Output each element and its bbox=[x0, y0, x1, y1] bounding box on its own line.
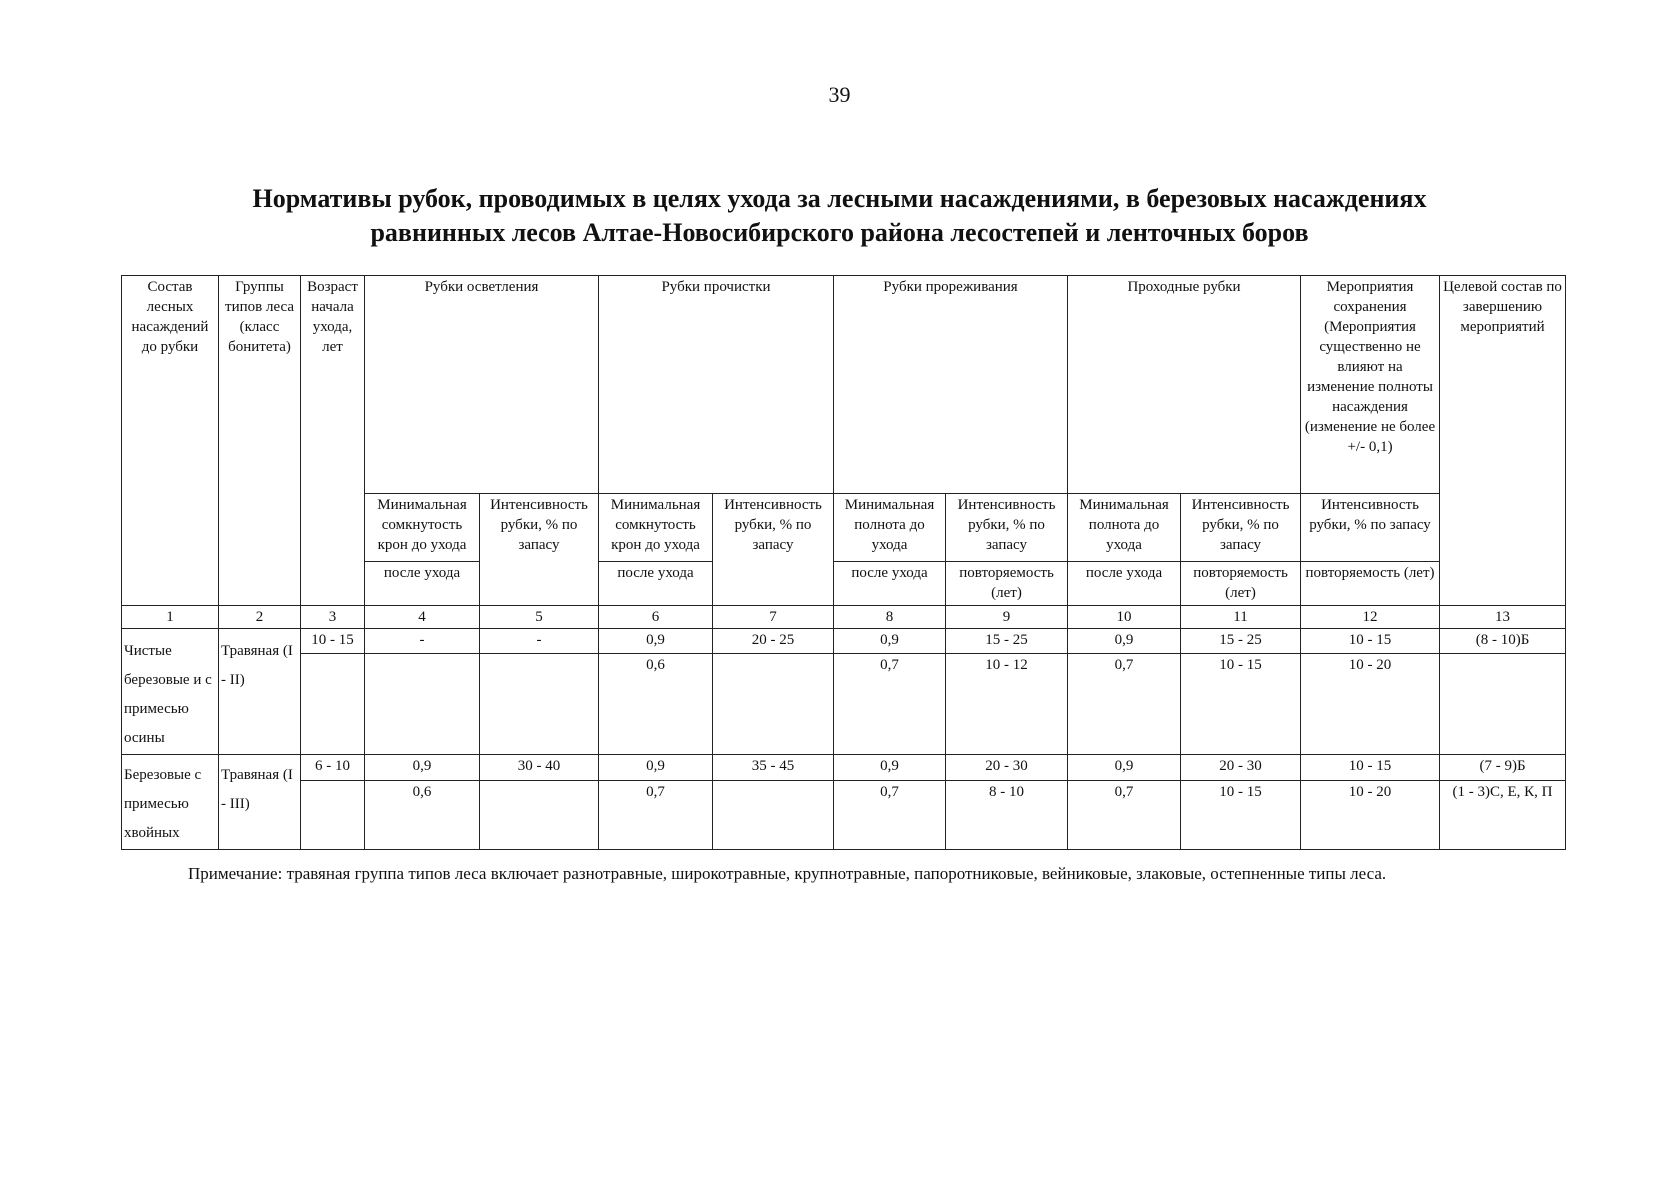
table-cell: 8 - 10 bbox=[946, 781, 1068, 850]
column-number: 13 bbox=[1440, 606, 1566, 629]
sub-c12-top: Интенсивность рубки, % по запасу bbox=[1301, 494, 1440, 562]
table-cell: 0,9 bbox=[599, 755, 713, 781]
sub-c4-bottom: после ухода bbox=[365, 562, 480, 606]
column-number: 2 bbox=[219, 606, 301, 629]
table-cell: 10 - 20 bbox=[1301, 653, 1440, 754]
norms-table bbox=[121, 275, 1566, 850]
table-cell: 10 - 15 bbox=[1301, 629, 1440, 654]
table-cell: 20 - 25 bbox=[713, 629, 834, 654]
table-cell bbox=[301, 781, 365, 850]
row-age: 6 - 10 bbox=[301, 755, 365, 781]
header-row-main bbox=[122, 276, 1566, 494]
sub-c4-top: Минимальная сомкнутость крон до ухода bbox=[365, 494, 480, 562]
row-composition: Чистые березовые и с примесью осины bbox=[122, 629, 219, 755]
table-cell: (7 - 9)Б bbox=[1440, 755, 1566, 781]
column-number: 4 bbox=[365, 606, 480, 629]
table-cell: 0,9 bbox=[834, 629, 946, 654]
title-line-2: равнинных лесов Алтае-Новосибирского района лесостепей и ленточных боров bbox=[370, 218, 1309, 247]
header-start-age: Возраст начала ухода, лет bbox=[301, 276, 365, 606]
column-number: 11 bbox=[1181, 606, 1301, 629]
row-age: 10 - 15 bbox=[301, 629, 365, 654]
footnote: Примечание: травяная группа типов леса включает разнотравные, широкотравные, крупнотравные, папоротниковые, вейниковые, злаковые, остепненные типы леса. bbox=[188, 864, 1387, 883]
column-number-row bbox=[122, 606, 1566, 629]
row-forest-group: Травяная (I - II) bbox=[219, 629, 301, 755]
table-cell bbox=[480, 653, 599, 754]
table-cell: 0,7 bbox=[1068, 781, 1181, 850]
column-number: 3 bbox=[301, 606, 365, 629]
table-row bbox=[122, 781, 1566, 850]
table-cell bbox=[301, 653, 365, 754]
table-cell: 10 - 12 bbox=[946, 653, 1068, 754]
table-cell: 0,9 bbox=[1068, 755, 1181, 781]
table-row bbox=[122, 653, 1566, 754]
table-cell: 30 - 40 bbox=[480, 755, 599, 781]
table-cell: 0,6 bbox=[365, 781, 480, 850]
sub-c10-bottom: после ухода bbox=[1068, 562, 1181, 606]
table-cell bbox=[713, 653, 834, 754]
table-cell: 0,7 bbox=[834, 781, 946, 850]
sub-c6-bottom: после ухода bbox=[599, 562, 713, 606]
column-number: 7 bbox=[713, 606, 834, 629]
table-cell bbox=[365, 653, 480, 754]
table-cell: 10 - 15 bbox=[1181, 653, 1301, 754]
sub-c8-top: Минимальная полнота до ухода bbox=[834, 494, 946, 562]
header-target-composition: Целевой состав по завершению мероприятий bbox=[1440, 276, 1566, 606]
table-cell: 0,7 bbox=[834, 653, 946, 754]
header-composition: Состав лесных насаждений до рубки bbox=[122, 276, 219, 606]
sub-c8-bottom: после ухода bbox=[834, 562, 946, 606]
sub-c11-top: Интенсивность рубки, % по запасу bbox=[1181, 494, 1301, 562]
table-cell: 20 - 30 bbox=[1181, 755, 1301, 781]
table-cell: 10 - 20 bbox=[1301, 781, 1440, 850]
sub-c11-bottom: повторяемость (лет) bbox=[1181, 562, 1301, 606]
page-number: 39 bbox=[828, 82, 851, 107]
column-number: 12 bbox=[1301, 606, 1440, 629]
table-cell: - bbox=[480, 629, 599, 654]
table-cell bbox=[713, 781, 834, 850]
sub-c5: Интенсивность рубки, % по запасу bbox=[480, 494, 599, 606]
table-cell: 20 - 30 bbox=[946, 755, 1068, 781]
sub-c7: Интенсивность рубки, % по запасу bbox=[713, 494, 834, 606]
table-row bbox=[122, 755, 1566, 781]
table-cell: 0,9 bbox=[834, 755, 946, 781]
table-cell: (8 - 10)Б bbox=[1440, 629, 1566, 654]
header-group-prochistka: Рубки прочистки bbox=[599, 276, 834, 494]
sub-c10-top: Минимальная полнота до ухода bbox=[1068, 494, 1181, 562]
table-cell: 10 - 15 bbox=[1301, 755, 1440, 781]
table-cell bbox=[480, 781, 599, 850]
column-number: 6 bbox=[599, 606, 713, 629]
column-number: 8 bbox=[834, 606, 946, 629]
header-conservation: Мероприятия сохранения (Мероприятия существенно не влияют на изменение полноты насаждения (изменение не более +/- 0,1) bbox=[1301, 276, 1440, 494]
table-cell: (1 - 3)С, Е, К, П bbox=[1440, 781, 1566, 850]
sub-c9-bottom: повторяемость (лет) bbox=[946, 562, 1068, 606]
sub-c9-top: Интенсивность рубки, % по запасу bbox=[946, 494, 1068, 562]
table-cell: - bbox=[365, 629, 480, 654]
table-cell: 10 - 15 bbox=[1181, 781, 1301, 850]
table-row bbox=[122, 629, 1566, 654]
header-group-osvetlenie: Рубки осветления bbox=[365, 276, 599, 494]
title-line-1: Нормативы рубок, проводимых в целях ухода за лесными насаждениями, в березовых насаждениях bbox=[252, 184, 1427, 213]
table-cell bbox=[1440, 653, 1566, 754]
header-forest-group: Группы типов леса (класс бонитета) bbox=[219, 276, 301, 606]
column-number: 9 bbox=[946, 606, 1068, 629]
table-cell: 0,9 bbox=[365, 755, 480, 781]
table-cell: 0,7 bbox=[1068, 653, 1181, 754]
table-cell: 35 - 45 bbox=[713, 755, 834, 781]
table-cell: 15 - 25 bbox=[946, 629, 1068, 654]
table-cell: 0,9 bbox=[599, 629, 713, 654]
sub-c12-bottom: повторяемость (лет) bbox=[1301, 562, 1440, 606]
column-number: 5 bbox=[480, 606, 599, 629]
column-number: 10 bbox=[1068, 606, 1181, 629]
table-cell: 0,6 bbox=[599, 653, 713, 754]
table-cell: 15 - 25 bbox=[1181, 629, 1301, 654]
row-composition: Березовые с примесью хвойных bbox=[122, 755, 219, 850]
header-group-prorezhivanie: Рубки прореживания bbox=[834, 276, 1068, 494]
header-group-prohodnye: Проходные рубки bbox=[1068, 276, 1301, 494]
table-cell: 0,9 bbox=[1068, 629, 1181, 654]
table-cell: 0,7 bbox=[599, 781, 713, 850]
sub-c6-top: Минимальная сомкнутость крон до ухода bbox=[599, 494, 713, 562]
row-forest-group: Травяная (I - III) bbox=[219, 755, 301, 850]
column-number: 1 bbox=[122, 606, 219, 629]
page-title bbox=[120, 182, 1559, 250]
